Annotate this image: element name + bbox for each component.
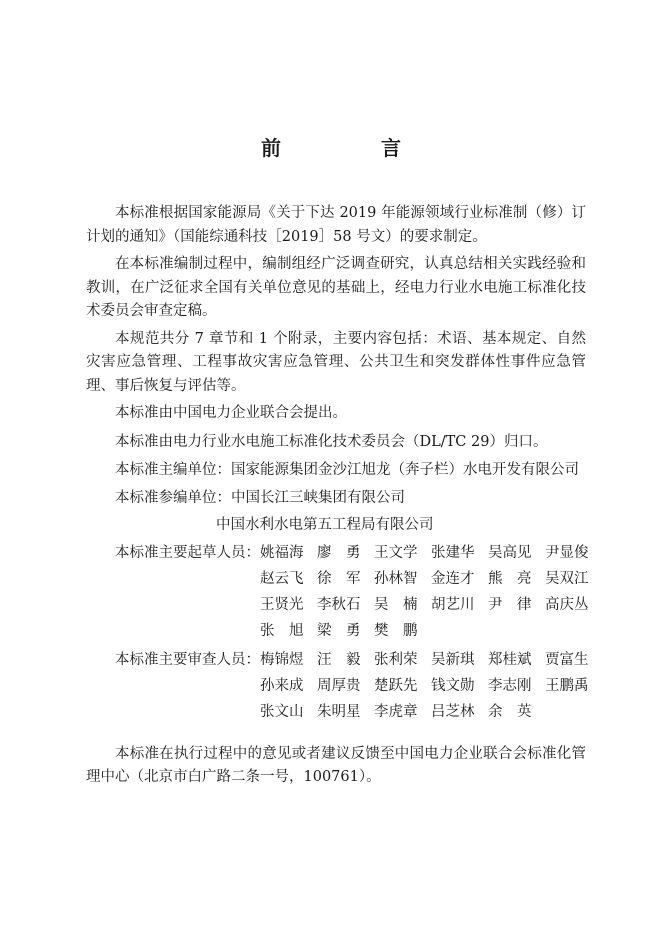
person-name: 梁 勇 xyxy=(317,622,361,639)
person-name: 张 旭 xyxy=(260,622,304,639)
person-name: 尹显俊 xyxy=(545,544,589,561)
person-name: 朱明星 xyxy=(317,704,361,720)
person-name: 徐 军 xyxy=(317,570,361,587)
participating-unit-1: 本标准参编单位：中国长江三峡集团有限公司 xyxy=(115,489,405,506)
foreword-body xyxy=(86,202,589,794)
chief-unit: 本标准主编单位：国家能源集团金沙江旭龙（奔子栏）水电开发有限公司 xyxy=(115,462,579,478)
drafters-block xyxy=(86,542,589,644)
reviewers-names xyxy=(260,649,602,725)
drafters-names xyxy=(260,542,602,644)
participating-unit-2: 中国水利水电第五工程局有限公司 xyxy=(216,517,434,533)
paragraph-centralized: 本标准由电力行业水电施工标准化技术委员会（DL/TC 29）归口。 xyxy=(115,433,548,450)
reviewers-label: 本标准主要审查人员： xyxy=(115,652,260,668)
person-name: 孙来成 xyxy=(260,678,304,694)
person-name: 张建华 xyxy=(431,544,475,561)
paragraph-proposer: 本标准由中国电力企业联合会提出。 xyxy=(115,405,347,421)
person-name: 钱文勋 xyxy=(431,678,475,694)
person-name: 吴新琪 xyxy=(431,652,475,668)
person-name: 李秋石 xyxy=(317,596,361,613)
reviewers-block xyxy=(86,649,589,725)
person-name: 李虎章 xyxy=(374,704,418,720)
person-name: 王文学 xyxy=(374,544,418,561)
person-name: 尹 律 xyxy=(488,596,532,613)
person-name: 楚跃先 xyxy=(374,678,418,694)
person-name: 熊 亮 xyxy=(488,570,532,587)
person-name: 吕芝林 xyxy=(431,704,475,720)
paragraph-contents: 本规范共分 7 章节和 1 个附录，主要内容包括：术语、基本规定、自然灾害应急管理、工程事故灾害应急管理、公共卫生和突发群体性事件应急管理、事后恢复与评估等。 xyxy=(86,330,586,394)
person-name: 贾富生 xyxy=(545,652,589,668)
person-name: 汪 毅 xyxy=(317,652,361,668)
paragraph-feedback: 本标准在执行过程中的意见或者建议反馈至中国电力企业联合会标准化管理中心（北京市白广路二条一号，100761）。 xyxy=(86,745,586,785)
person-name: 樊 鹏 xyxy=(374,622,418,639)
page-title: 前 言 xyxy=(261,136,441,160)
person-name: 王鹏禹 xyxy=(545,678,589,694)
person-name: 高庆丛 xyxy=(545,596,589,613)
person-name: 李志刚 xyxy=(488,678,532,694)
person-name: 廖 勇 xyxy=(317,544,361,561)
person-name: 赵云飞 xyxy=(260,570,304,587)
person-name: 金连才 xyxy=(431,570,475,587)
person-name: 张文山 xyxy=(260,704,304,720)
paragraph-process: 在本标准编制过程中，编制组经广泛调查研究，认真总结相关实践经验和教训，在广泛征求全国有关单位意见的基础上，经电力行业水电施工标准化技术委员会审查定稿。 xyxy=(86,256,586,319)
person-name: 张利荣 xyxy=(374,652,418,668)
person-name: 周厚贵 xyxy=(317,678,361,694)
person-name: 胡艺川 xyxy=(431,596,475,613)
person-name: 吴 楠 xyxy=(374,596,418,613)
person-name: 郑桂斌 xyxy=(488,652,532,668)
person-name: 梅锦煜 xyxy=(260,652,304,668)
person-name: 余 英 xyxy=(488,704,532,720)
drafters-label: 本标准主要起草人员： xyxy=(115,544,260,561)
person-name: 吴高见 xyxy=(488,544,532,561)
person-name: 孙林智 xyxy=(374,570,418,587)
person-name: 王贤光 xyxy=(260,596,304,613)
paragraph-basis: 本标准根据国家能源局《关于下达 2019 年能源领域行业标准制（修）订计划的通知》（国能综通科技［2019］58 号文）的要求制定。 xyxy=(86,205,586,245)
person-name: 吴双江 xyxy=(545,570,589,587)
person-name: 姚福海 xyxy=(260,544,304,561)
